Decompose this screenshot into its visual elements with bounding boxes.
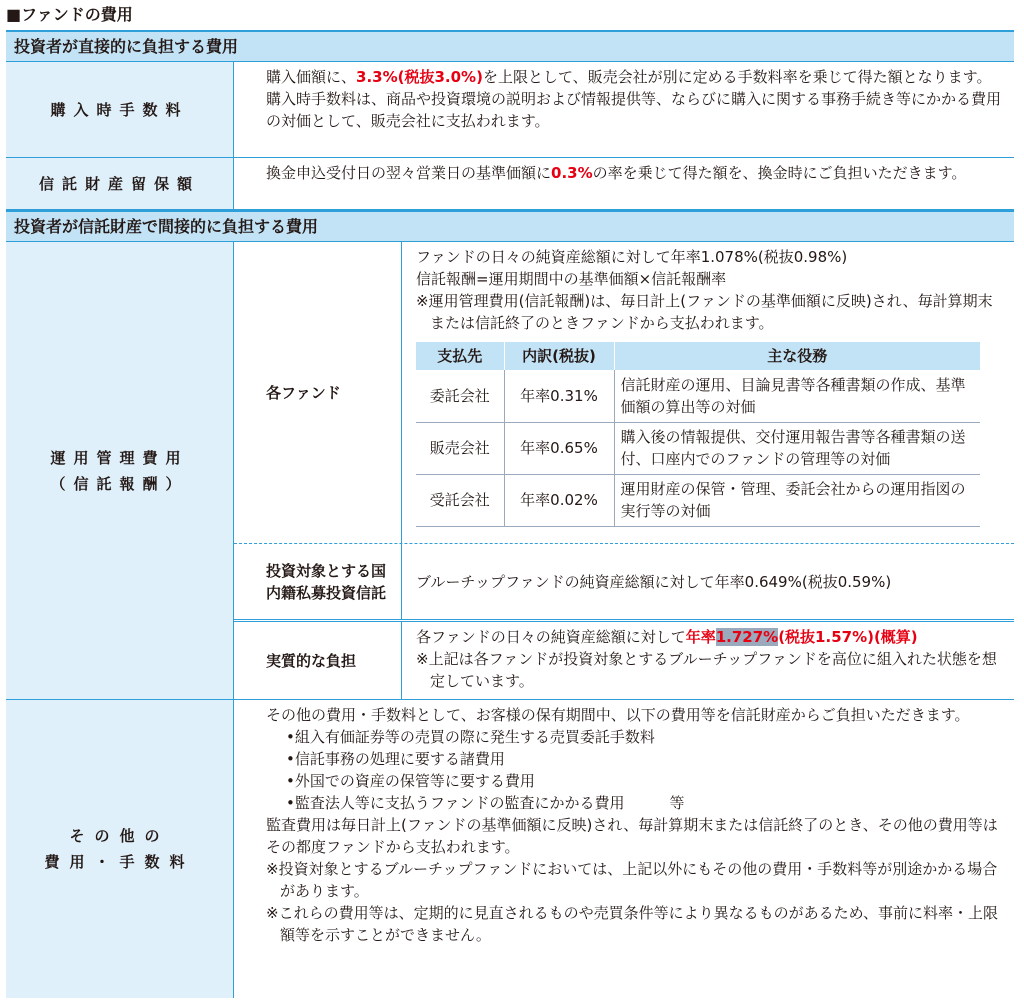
- purchase-fee-content: [234, 62, 1014, 157]
- other-fees-intro: その他の費用・手数料として、お客様の保有期間中、以下の費用等を信託財産からご負担いただきます。: [266, 706, 970, 724]
- role-cell: 運用財産の保管・管理、委託会社からの運用指図の実行等の対価: [614, 474, 980, 526]
- trust-reserve-rate: 0.3%: [551, 164, 593, 182]
- management-fee-label: 運用管理費用 （信託報酬）: [6, 242, 234, 699]
- management-fee-content: [234, 242, 1014, 699]
- payee-cell: 委託会社: [416, 370, 504, 422]
- list-item: •組入有価証券等の売買の際に発生する売買委託手数料: [286, 728, 655, 746]
- purchase-fee-text-2: 購入時手数料は、商品や投資環境の説明および情報提供等、ならびに購入に関する事務手続き等にかかる費用の対価として、販売会社に支払われます。: [266, 90, 1002, 130]
- table-row: [416, 422, 980, 474]
- fund-content: [402, 242, 1014, 543]
- other-fees-text-2: 監査費用は毎日計上(ファンドの基準価額に反映)され、毎計算期末または信託終了のとき、その他の費用等はその都度ファンドから支払われます。: [266, 816, 998, 856]
- list-item: •監査法人等に支払うファンドの監査にかかる費用 等: [286, 794, 685, 812]
- row-purchase-fee: [6, 62, 1014, 158]
- rate-cell: 年率0.31%: [504, 370, 614, 422]
- row-other-fees: [6, 700, 1014, 998]
- trust-reserve-content: [234, 158, 1014, 209]
- role-cell: 信託財産の運用、目論見書等各種書類の作成、基準価額の算出等の対価: [614, 370, 980, 422]
- effective-burden-label: 実質的な負担: [234, 622, 402, 699]
- list-item: •信託事務の処理に要する諸費用: [286, 750, 505, 768]
- other-fees-label: その他の 費用・手数料: [6, 700, 234, 998]
- purchase-fee-text-1: 購入価額に、3.3%(税抜3.0%)を上限として、販売会社が別に定める手数料率を乗じて得た額となります。: [266, 68, 992, 86]
- effective-burden-content: [402, 622, 1014, 699]
- trust-reserve-label: 信託財産留保額: [6, 158, 234, 209]
- effective-burden-text: 各ファンドの日々の純資産総額に対して年率1.727%(税抜1.57%)(概算): [416, 628, 918, 646]
- payee-cell: 受託会社: [416, 474, 504, 526]
- list-item: •外国での資産の保管等に要する費用: [286, 772, 535, 790]
- header-breakdown: 内訳(税抜): [504, 342, 614, 370]
- target-fund-text: ブルーチップファンドの純資産総額に対して年率0.649%(税抜0.59%): [416, 572, 892, 591]
- table-header-row: [416, 342, 980, 370]
- purchase-fee-rate: 3.3%(税抜3.0%): [356, 68, 483, 86]
- header-payee: 支払先: [416, 342, 504, 370]
- fund-line-2: 信託報酬=運用期間中の基準価額×信託報酬率: [416, 270, 727, 288]
- sub-row-target-fund: [234, 544, 1014, 622]
- fee-breakdown-table: [416, 342, 980, 527]
- row-management-fee: [6, 242, 1014, 700]
- section-heading-indirect: 投資者が信託財産で間接的に負担する費用: [6, 210, 1014, 242]
- section-heading-direct: 投資者が直接的に負担する費用: [6, 30, 1014, 62]
- effective-burden-note: ※上記は各ファンドが投資対象とするブルーチップファンドを高位に組入れた状態を想定しています。: [416, 650, 997, 690]
- table-row: [416, 370, 980, 422]
- fund-line-1: ファンドの日々の純資産総額に対して年率1.078%(税抜0.98%): [416, 248, 848, 266]
- sub-row-fund: [234, 242, 1014, 544]
- table-row: [416, 474, 980, 526]
- trust-reserve-text: 換金申込受付日の翌々営業日の基準価額に0.3%の率を乗じて得た額を、換金時にご負担いただきます。: [266, 164, 967, 182]
- fee-table: [6, 30, 1014, 998]
- header-role: 主な役務: [614, 342, 980, 370]
- target-fund-label: 投資対象とする国内籍私募投資信託: [234, 544, 402, 619]
- row-trust-reserve: [6, 158, 1014, 210]
- purchase-fee-label: 購入時手数料: [6, 62, 234, 157]
- target-fund-content: [402, 544, 1014, 619]
- other-fees-content: [234, 700, 1014, 998]
- fund-label: 各ファンド: [234, 242, 402, 543]
- other-fees-note-2: ※これらの費用等は、定期的に見直されるものや売買条件等により異なるものがあるため、事前に料率・上限額等を示すことができません。: [266, 904, 998, 944]
- role-cell: 購入後の情報提供、交付運用報告書等各種書類の送付、口座内でのファンドの管理等の対価: [614, 422, 980, 474]
- other-fees-note-1: ※投資対象とするブルーチップファンドにおいては、上記以外にもその他の費用・手数料等が別途かかる場合があります。: [266, 860, 998, 900]
- rate-cell: 年率0.02%: [504, 474, 614, 526]
- payee-cell: 販売会社: [416, 422, 504, 474]
- rate-cell: 年率0.65%: [504, 422, 614, 474]
- effective-rate-highlight: 1.727%: [715, 628, 779, 646]
- fund-note: ※運用管理費用(信託報酬)は、毎日計上(ファンドの基準価額に反映)され、毎計算期末または信託終了のときファンドから支払われます。: [416, 292, 993, 332]
- sub-row-effective: [234, 622, 1014, 699]
- page-title: ■ファンドの費用: [6, 5, 133, 24]
